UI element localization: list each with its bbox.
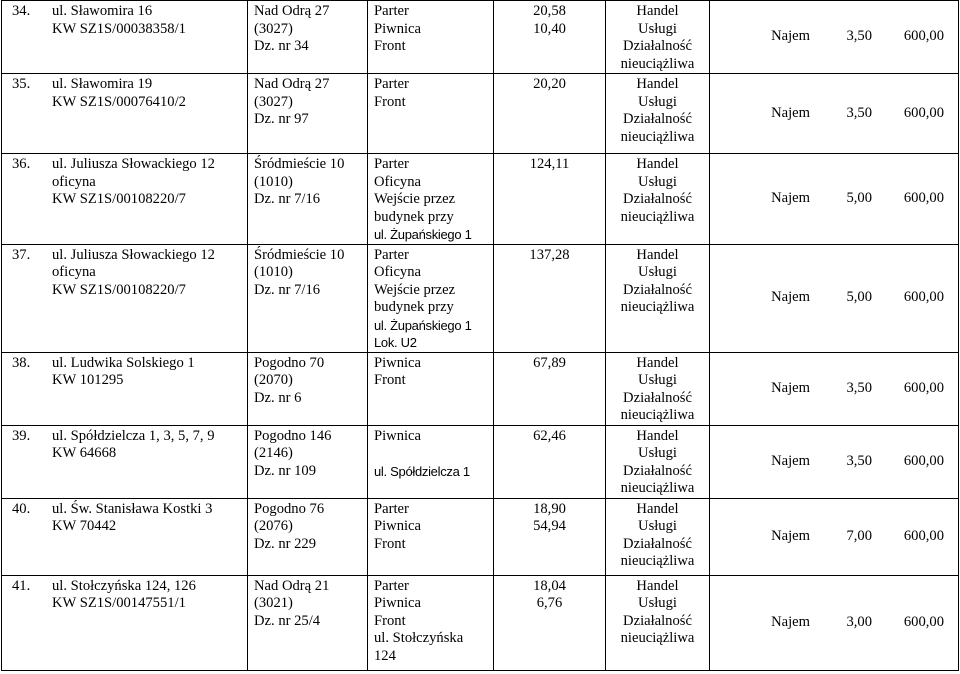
area-cell xyxy=(494,244,606,352)
table-row xyxy=(2,154,959,245)
location-cell xyxy=(248,352,368,425)
area-line: 67,89 xyxy=(533,354,566,371)
use-line: Handel xyxy=(636,246,679,263)
location-line: Pogodno 146 xyxy=(254,427,332,444)
location-line: (3027) xyxy=(254,20,293,37)
floor-line: Piwnica xyxy=(374,354,422,371)
area-cell xyxy=(494,575,606,670)
address-line: KW SZ1S/00147551/1 xyxy=(52,595,186,611)
use-line: Handel xyxy=(636,500,679,517)
lease-type: Najem xyxy=(771,289,810,306)
row-number: 39. xyxy=(12,427,31,444)
address-line: ul. Ludwika Solskiego 1 xyxy=(52,354,195,371)
location-line: Dz. nr 25/4 xyxy=(254,612,321,629)
use-line: nieuciążliwa xyxy=(620,299,695,315)
lease-type: Najem xyxy=(771,379,810,396)
floor-line: Front xyxy=(374,93,406,110)
use-line: Działalność xyxy=(623,612,692,629)
floor-line: Front xyxy=(374,38,406,54)
location-line: (2076) xyxy=(254,518,293,534)
use-line: Handel xyxy=(636,3,679,19)
floor-line: Piwnica xyxy=(374,20,422,37)
terms-cell xyxy=(710,352,959,425)
fee-value: 600,00 xyxy=(903,28,944,45)
floor-line: Oficyna xyxy=(374,264,422,280)
location-line: Dz. nr 97 xyxy=(254,111,309,127)
fee-value: 600,00 xyxy=(903,527,944,544)
use-line: Działalność xyxy=(623,535,692,552)
rate-value: 3,50 xyxy=(846,104,872,121)
floor-cell xyxy=(368,74,494,154)
location-line: Dz. nr 7/16 xyxy=(254,281,321,298)
lease-type: Najem xyxy=(771,190,810,206)
use-line: Handel xyxy=(636,427,679,444)
location-line: Dz. nr 109 xyxy=(254,462,317,479)
address-line: KW 101295 xyxy=(52,372,124,388)
row-number: 38. xyxy=(12,354,31,371)
rate-value: 3,50 xyxy=(846,452,872,469)
floor-line: ul. Żupańskiego 1 xyxy=(374,227,472,242)
location-cell xyxy=(248,425,368,498)
use-line: nieuciążliwa xyxy=(620,553,695,569)
table-row xyxy=(2,575,959,670)
address-cell xyxy=(2,425,248,498)
use-line: nieuciążliwa xyxy=(620,208,695,225)
address-cell xyxy=(2,352,248,425)
area-line: 137,28 xyxy=(529,246,570,263)
area-line: 62,46 xyxy=(533,427,566,444)
location-line: Śródmieście 10 xyxy=(254,246,345,263)
floor-line: Front xyxy=(374,535,406,552)
location-line: (3027) xyxy=(254,93,293,110)
area-line: 124,11 xyxy=(529,156,570,172)
use-line: Usługi xyxy=(638,595,677,611)
location-cell xyxy=(248,244,368,352)
address-line: ul. Sławomira 19 xyxy=(52,76,153,92)
use-line: Usługi xyxy=(638,20,677,37)
use-line: Handel xyxy=(636,354,679,371)
floor-line: Parter xyxy=(374,156,409,172)
use-line: Usługi xyxy=(638,372,677,388)
lease-type: Najem xyxy=(771,28,810,45)
row-number: 34. xyxy=(12,3,31,19)
address-line: oficyna xyxy=(52,173,96,190)
floor-line: ul. Żupańskiego 1 xyxy=(374,317,472,333)
property-table xyxy=(1,0,959,671)
table-row xyxy=(2,74,959,154)
location-line: (1010) xyxy=(254,173,293,190)
terms-cell xyxy=(710,498,959,575)
location-line: Dz. nr 7/16 xyxy=(254,191,321,207)
use-cell xyxy=(606,74,710,154)
floor-line: Front xyxy=(374,372,406,388)
address-line: ul. Stołczyńska 124, 126 xyxy=(52,577,196,594)
floor-cell xyxy=(368,575,494,670)
use-line: nieuciążliwa xyxy=(620,630,695,646)
address-line: KW 64668 xyxy=(52,445,117,461)
address-cell xyxy=(2,244,248,352)
rate-value: 5,00 xyxy=(846,190,872,206)
fee-value: 600,00 xyxy=(903,104,944,121)
floor-cell xyxy=(368,154,494,245)
rate-value: 3,50 xyxy=(846,379,872,396)
area-cell xyxy=(494,74,606,154)
location-line: Pogodno 76 xyxy=(254,500,325,517)
floor-line: Oficyna xyxy=(374,173,422,190)
area-line: 18,90 xyxy=(533,500,566,517)
use-line: nieuciążliwa xyxy=(620,480,695,496)
rate-value: 5,00 xyxy=(846,289,872,306)
location-line: Dz. nr 6 xyxy=(254,389,302,406)
floor-line: Piwnica xyxy=(374,518,422,534)
area-cell xyxy=(494,498,606,575)
location-line: (3021) xyxy=(254,595,293,611)
address-line: KW SZ1S/00108220/7 xyxy=(52,191,186,207)
address-line: KW SZ1S/00076410/2 xyxy=(52,93,186,110)
address-cell xyxy=(2,575,248,670)
use-line: Działalność xyxy=(623,462,692,479)
use-cell xyxy=(606,244,710,352)
terms-cell xyxy=(710,154,959,245)
floor-line: Front xyxy=(374,612,406,629)
location-line: (2146) xyxy=(254,445,293,461)
use-line: Usługi xyxy=(638,173,677,190)
use-cell xyxy=(606,1,710,74)
address-line: ul. Spółdzielcza 1, 3, 5, 7, 9 xyxy=(52,427,215,444)
location-cell xyxy=(248,154,368,245)
location-cell xyxy=(248,1,368,74)
lease-type: Najem xyxy=(771,613,810,630)
table-row xyxy=(2,425,959,498)
use-cell xyxy=(606,352,710,425)
table-row xyxy=(2,244,959,352)
floor-cell xyxy=(368,352,494,425)
area-cell xyxy=(494,352,606,425)
use-line: Usługi xyxy=(638,518,677,534)
use-line: nieuciążliwa xyxy=(620,55,695,72)
fee-value: 600,00 xyxy=(903,190,944,206)
lease-type: Najem xyxy=(771,104,810,121)
floor-line: ul. Spółdzielcza 1 xyxy=(374,463,470,479)
lease-type: Najem xyxy=(771,527,810,544)
fee-value: 600,00 xyxy=(903,613,944,630)
floor-line: Wejście przez xyxy=(374,191,456,207)
floor-cell xyxy=(368,498,494,575)
fee-value: 600,00 xyxy=(903,452,944,469)
floor-line: Piwnica xyxy=(374,595,422,611)
location-line: Pogodno 70 xyxy=(254,354,325,371)
area-line: 18,04 xyxy=(533,577,566,594)
floor-line: Parter xyxy=(374,76,409,92)
use-line: Usługi xyxy=(638,93,677,110)
table-row xyxy=(2,498,959,575)
address-line: KW SZ1S/00108220/7 xyxy=(52,281,186,298)
location-line: (2070) xyxy=(254,372,293,388)
use-line: Działalność xyxy=(623,111,692,127)
use-line: Działalność xyxy=(623,38,692,54)
use-line: Usługi xyxy=(638,445,677,461)
floor-line: budynek przy xyxy=(374,208,454,225)
floor-line: Parter xyxy=(374,246,409,263)
floor-line: Parter xyxy=(374,577,409,594)
use-cell xyxy=(606,425,710,498)
use-line: Działalność xyxy=(623,389,692,406)
location-line: Śródmieście 10 xyxy=(254,156,345,172)
table-row xyxy=(2,1,959,74)
use-line: nieuciążliwa xyxy=(620,407,695,423)
table-row xyxy=(2,352,959,425)
area-line: 10,40 xyxy=(533,20,566,37)
use-cell xyxy=(606,498,710,575)
area-cell xyxy=(494,1,606,74)
terms-cell xyxy=(710,244,959,352)
area-cell xyxy=(494,425,606,498)
floor-line: Parter xyxy=(374,3,409,19)
address-line: ul. Juliusza Słowackiego 12 xyxy=(52,246,215,263)
use-cell xyxy=(606,575,710,670)
use-line: Handel xyxy=(636,76,679,92)
use-line: Handel xyxy=(636,577,679,594)
floor-line: Lok. U2 xyxy=(374,335,417,350)
use-line: Działalność xyxy=(623,281,692,298)
terms-cell xyxy=(710,425,959,498)
rate-value: 7,00 xyxy=(846,527,872,544)
row-number: 36. xyxy=(12,156,31,172)
use-line: Działalność xyxy=(623,191,692,207)
area-cell xyxy=(494,154,606,245)
floor-cell xyxy=(368,244,494,352)
row-number: 41. xyxy=(12,577,31,594)
use-line: Usługi xyxy=(638,264,677,280)
address-cell xyxy=(2,498,248,575)
floor-line: budynek przy xyxy=(374,299,454,315)
location-cell xyxy=(248,575,368,670)
area-line: 6,76 xyxy=(536,595,563,611)
address-line: ul. Św. Stanisława Kostki 3 xyxy=(52,500,213,517)
row-number: 37. xyxy=(12,246,31,263)
use-line: nieuciążliwa xyxy=(620,128,695,145)
location-cell xyxy=(248,498,368,575)
location-line: Dz. nr 34 xyxy=(254,38,309,54)
area-line: 20,20 xyxy=(533,76,566,92)
terms-cell xyxy=(710,74,959,154)
address-cell xyxy=(2,1,248,74)
row-number: 35. xyxy=(12,76,31,92)
row-number: 40. xyxy=(12,500,31,517)
terms-cell xyxy=(710,575,959,670)
use-cell xyxy=(606,154,710,245)
location-line: Nad Odrą 27 xyxy=(254,76,330,92)
terms-cell xyxy=(710,1,959,74)
fee-value: 600,00 xyxy=(903,379,944,396)
area-line: 20,58 xyxy=(533,3,566,19)
rate-value: 3,00 xyxy=(846,613,872,630)
fee-value: 600,00 xyxy=(903,289,944,306)
address-line: ul. Sławomira 16 xyxy=(52,3,153,19)
address-line: oficyna xyxy=(52,264,96,280)
floor-line: Parter xyxy=(374,500,409,517)
address-line: KW SZ1S/00038358/1 xyxy=(52,20,186,37)
property-table-body xyxy=(2,1,959,671)
floor-line: Piwnica xyxy=(374,427,422,444)
address-line: KW 70442 xyxy=(52,518,117,534)
lease-type: Najem xyxy=(771,452,810,469)
location-line: Nad Odrą 21 xyxy=(254,577,330,594)
address-line: ul. Juliusza Słowackiego 12 xyxy=(52,156,215,172)
location-line: Nad Odrą 27 xyxy=(254,3,330,19)
address-cell xyxy=(2,154,248,245)
location-cell xyxy=(248,74,368,154)
floor-line: Wejście przez xyxy=(374,281,456,298)
location-line: (1010) xyxy=(254,264,293,280)
use-line: Handel xyxy=(636,156,679,172)
floor-line xyxy=(374,445,487,463)
floor-line: ul. Stołczyńska xyxy=(374,630,464,646)
floor-cell xyxy=(368,425,494,498)
location-line: Dz. nr 229 xyxy=(254,535,317,552)
floor-cell xyxy=(368,1,494,74)
address-cell xyxy=(2,74,248,154)
area-line: 54,94 xyxy=(533,518,566,534)
rate-value: 3,50 xyxy=(846,28,872,45)
floor-line: 124 xyxy=(374,647,396,664)
